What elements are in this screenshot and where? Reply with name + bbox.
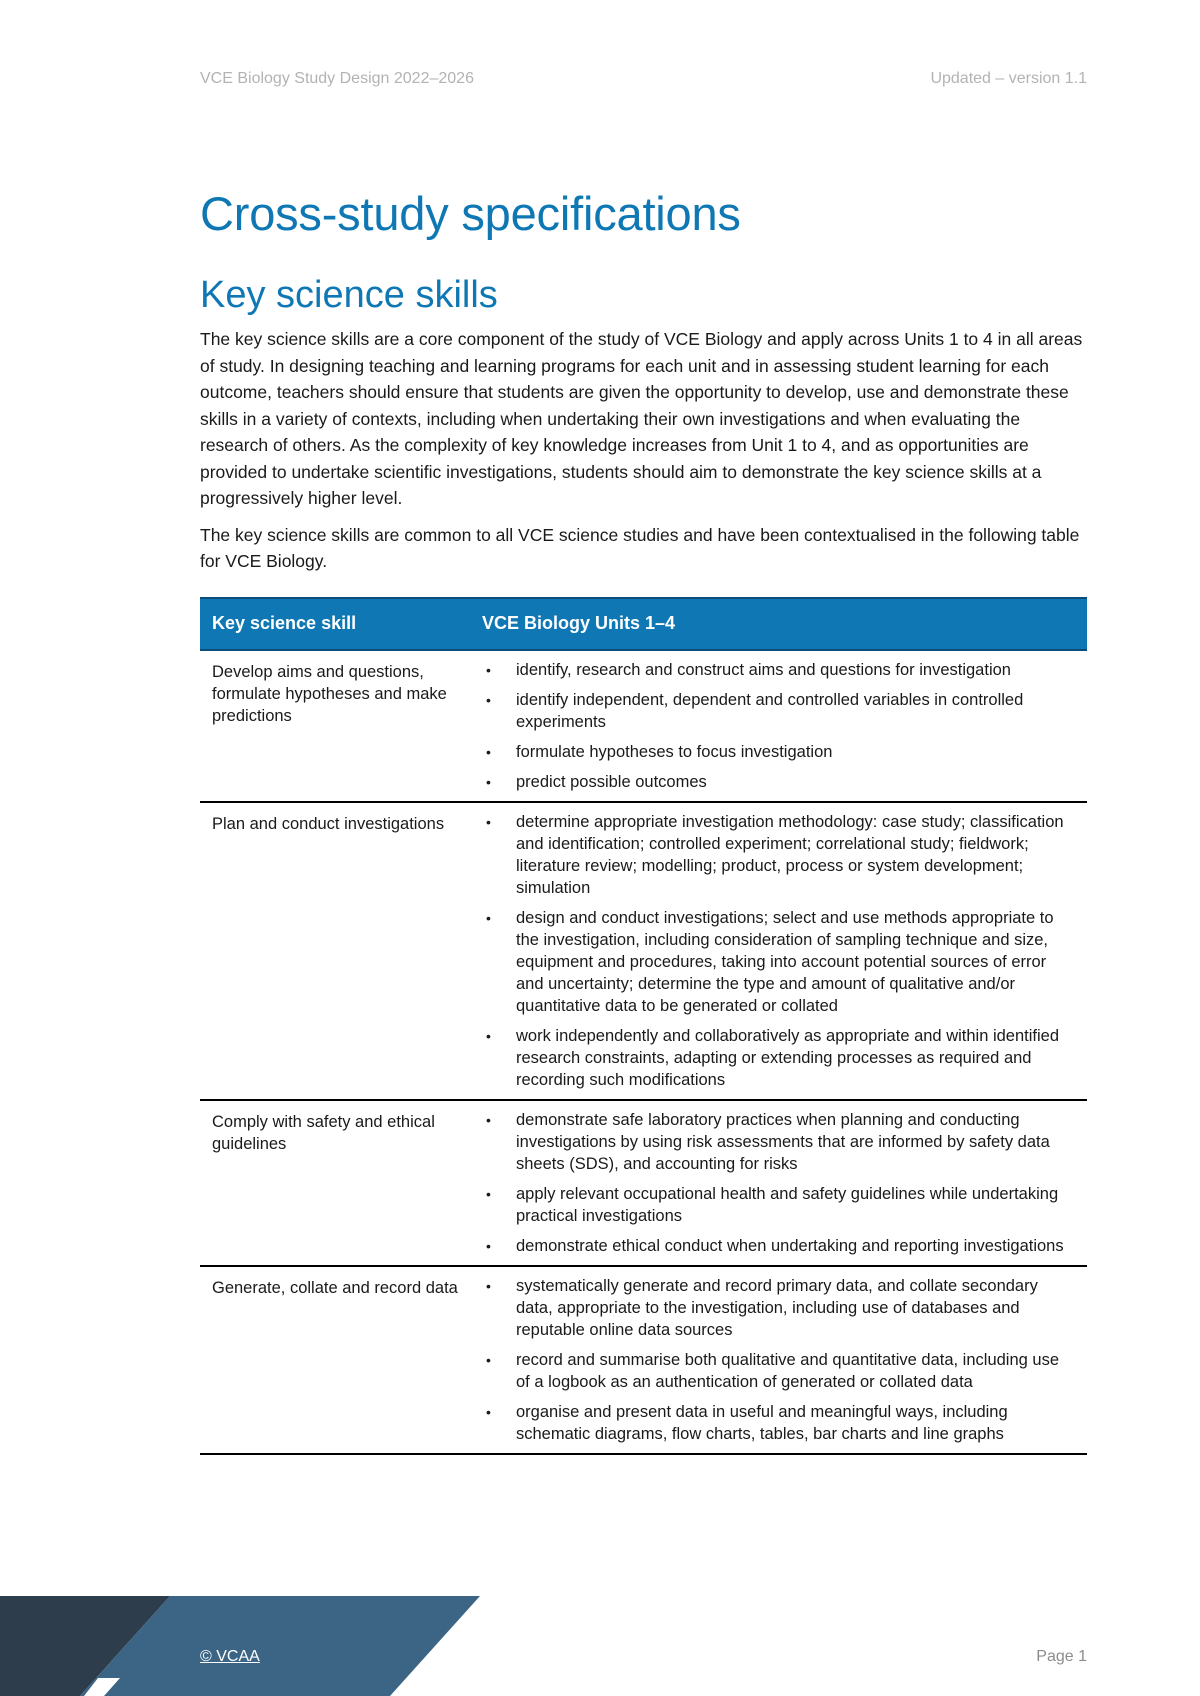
skill-point-text: demonstrate ethical conduct when undertaking and reporting investigations <box>516 1236 1064 1255</box>
skill-point-text: demonstrate safe laboratory practices when planning and conducting investigations by using risk assessments that are informed by safety data sheets (SDS), and accounting for risks <box>516 1110 1050 1173</box>
list-item <box>482 741 1077 763</box>
skill-point-text: predict possible outcomes <box>516 772 707 791</box>
page-title: Cross-study specifications <box>200 187 741 240</box>
list-item <box>482 1235 1077 1257</box>
column-header-units: VCE Biology Units 1–4 <box>470 598 1087 650</box>
skill-point-list <box>482 1275 1077 1445</box>
bullet-icon: • <box>486 743 491 760</box>
skill-name-cell: Generate, collate and record data <box>200 1266 470 1454</box>
running-header <box>200 70 1087 88</box>
skill-point-list <box>482 1109 1077 1257</box>
column-header-skill: Key science skill <box>200 598 470 650</box>
list-item <box>482 689 1077 733</box>
list-item <box>482 811 1077 899</box>
list-item <box>482 1349 1077 1393</box>
key-science-skills-table <box>200 597 1087 1455</box>
skill-point-text: record and summarise both qualitative and quantitative data, including use of a logbook as an authentication of generated or collated data <box>516 1350 1060 1391</box>
skill-point-text: organise and present data in useful and meaningful ways, including schematic diagrams, flow charts, tables, bar charts and line graphs <box>516 1402 1008 1443</box>
bullet-icon: • <box>486 1277 491 1294</box>
skill-point-text: identify independent, dependent and controlled variables in controlled experiments <box>516 690 1024 731</box>
bullet-icon: • <box>486 1237 491 1254</box>
bullet-icon: • <box>486 773 491 790</box>
page-content <box>200 186 1087 1455</box>
skill-detail-cell <box>470 802 1087 1100</box>
table-row <box>200 1100 1087 1266</box>
bullet-icon: • <box>486 1027 491 1044</box>
list-item <box>482 907 1077 1017</box>
copyright-notice <box>200 1648 260 1666</box>
bullet-icon: • <box>486 1111 491 1128</box>
table-intro-paragraph: The key science skills are common to all VCE science studies and have been contextualised in the following table for VCE Biology. <box>200 524 1080 571</box>
footer-graphic <box>0 1596 480 1696</box>
skill-point-text: systematically generate and record primary data, and collate secondary data, appropriate to the investigation, including use of databases and reputable online data sources <box>516 1276 1038 1339</box>
bullet-icon: • <box>486 661 491 678</box>
bullet-icon: • <box>486 1351 491 1368</box>
list-item <box>482 1109 1077 1175</box>
skill-point-list <box>482 811 1077 1091</box>
skill-name-cell: Comply with safety and ethical guidelines <box>200 1100 470 1266</box>
skill-detail-cell <box>470 1266 1087 1454</box>
bullet-icon: • <box>486 691 491 708</box>
table-row <box>200 802 1087 1100</box>
intro-paragraph: The key science skills are a core component of the study of VCE Biology and apply across Units 1 to 4 in all areas of study. In designing teaching and learning programs for each unit and in assessing student learning for each outcome, teachers should ensure that students are given the opportunity to develop, use and demonstrate these skills in a variety of contexts, including when undertaking their own investigations and when evaluating the research of others. As the complexity of key knowledge increases from Unit 1 to 4, and as opportunities are provided to undertake scientific investigations, students should aim to demonstrate the key science skills at a progressively higher level. <box>200 329 1083 508</box>
table-body <box>200 650 1087 1454</box>
list-item <box>482 1025 1077 1091</box>
bullet-icon: • <box>486 909 491 926</box>
skill-name-cell: Plan and conduct investigations <box>200 802 470 1100</box>
skill-name-cell: Develop aims and questions, formulate hypotheses and make predictions <box>200 650 470 802</box>
bullet-icon: • <box>486 1185 491 1202</box>
skill-detail-cell <box>470 1100 1087 1266</box>
vcaa-link[interactable]: © VCAA <box>200 1648 260 1665</box>
table-header-row <box>200 598 1087 650</box>
skill-point-text: identify, research and construct aims and questions for investigation <box>516 660 1011 679</box>
table-row <box>200 1266 1087 1454</box>
list-item <box>482 1183 1077 1227</box>
bullet-icon: • <box>486 1403 491 1420</box>
version-label: Updated – version 1.1 <box>930 70 1087 87</box>
list-item <box>482 659 1077 681</box>
skill-point-text: design and conduct investigations; select and use methods appropriate to the investigation, including consideration of sampling technique and size, equipment and procedures, taking into account potential sources of error and uncertainty; determine the type and amount of qualitative and/or quantitative data to be generated or collated <box>516 908 1054 1015</box>
document-title: VCE Biology Study Design 2022–2026 <box>200 70 474 87</box>
skill-point-text: determine appropriate investigation methodology: case study; classification and identification; controlled experiment; correlational study; fieldwork; literature review; modelling; product, process or system development; simulation <box>516 812 1064 897</box>
list-item <box>482 1275 1077 1341</box>
skill-point-text: formulate hypotheses to focus investigation <box>516 742 833 761</box>
list-item <box>482 771 1077 793</box>
skill-point-text: work independently and collaboratively as appropriate and within identified research constraints, adapting or extending processes as required and recording such modifications <box>516 1026 1060 1089</box>
skill-detail-cell <box>470 650 1087 802</box>
table-row <box>200 650 1087 802</box>
list-item <box>482 1401 1077 1445</box>
skill-point-text: apply relevant occupational health and safety guidelines while undertaking practical investigations <box>516 1184 1059 1225</box>
section-heading: Key science skills <box>200 274 498 316</box>
skill-point-list <box>482 659 1077 793</box>
bullet-icon: • <box>486 813 491 830</box>
page-number: Page 1 <box>1036 1648 1087 1665</box>
